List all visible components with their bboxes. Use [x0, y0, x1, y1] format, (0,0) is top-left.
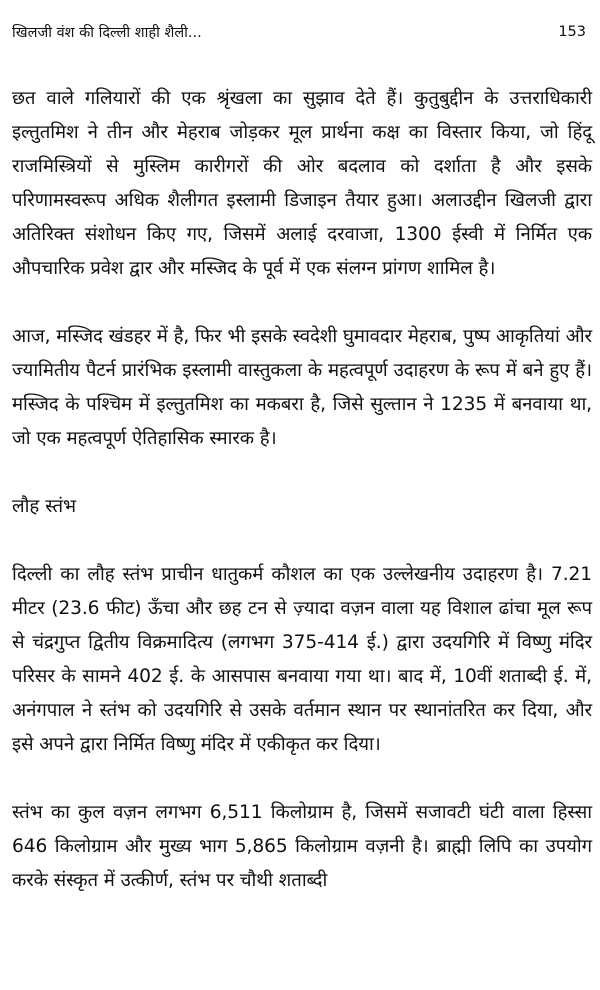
paragraph-iron-pillar-weight: स्तंभ का कुल वज़न लगभग 6,511 किलोग्राम है, जिसमें सजावटी घंटी वाला हिस्सा 646 किलोग्राम और मुख्य भाग 5,865 किलोग्राम वज़नी है। ब्राह्मी लिपि का उपयोग करके संस्कृत में उत्कीर्ण, स्तंभ पर चौथी शताब्दी	[12, 802, 592, 891]
section-heading-iron-pillar: लौह स्तंभ	[12, 496, 77, 517]
paragraph-spacer	[12, 524, 592, 558]
running-header	[12, 20, 586, 44]
paragraph-spacer	[12, 456, 592, 490]
paragraph-alai-darwaza: छत वाले गलियारों की एक श्रृंखला का सुझाव देते हैं। कुतुबुद्दीन के उत्तराधिकारी इल्तुतमिश ने तीन और मेहराब जोड़कर मूल प्रार्थना कक्ष का विस्तार किया, जो हिंदू राजमिस्त्रियों से मुस्लिम कारीगरों की ओर बदलाव को दर्शाता है और इसके परिणामस्वरूप अधिक शैलीगत इस्लामी डिजाइन तैयार हुआ। अलाउद्दीन खिलजी द्वारा अतिरिक्त संशोधन किए गए, जिसमें अलाई दरवाजा, 1300 ईस्वी में निर्मित एक औपचारिक प्रवेश द्वार और मस्जिद के पूर्व में एक संलग्न प्रांगण शामिल है।	[12, 88, 592, 279]
page-body	[12, 82, 592, 898]
paragraph-iron-pillar-history: दिल्ली का लौह स्तंभ प्राचीन धातुकर्म कौशल का एक उल्लेखनीय उदाहरण है। 7.21 मीटर (23.6 फीट) ऊँचा और छह टन से ज़्यादा वज़न वाला यह विशाल ढांचा मूल रूप से चंद्रगुप्त द्वितीय विक्रमादित्य (लगभग 375-414 ई.) द्वारा उदयगिरि में विष्णु मंदिर परिसर के सामने 402 ई. के आसपास बनवाया गया था। बाद में, 10वीं शताब्दी ई. में, अनंगपाल ने स्तंभ को उदयगिरि से उसके वर्तमान स्थान पर स्थानांतरित कर दिया, और इसे अपने द्वारा निर्मित विष्णु मंदिर में एकीकृत कर दिया।	[12, 564, 592, 755]
page-number: 153	[558, 24, 586, 40]
running-title: खिलजी वंश की दिल्ली शाही शैली...	[12, 25, 202, 41]
paragraph-mosque-ruins: आज, मस्जिद खंडहर में है, फिर भी इसके स्वदेशी घुमावदार मेहराब, पुष्प आकृतियां और ज्यामितीय पैटर्न प्रारंभिक इस्लामी वास्तुकला के महत्वपूर्ण उदाहरण के रूप में बने हुए हैं। मस्जिद के पश्चिम में इल्तुतमिश का मकबरा है, जिसे सुल्तान ने 1235 में बनवाया था, जो एक महत्वपूर्ण ऐतिहासिक स्मारक है।	[12, 326, 592, 449]
paragraph-spacer	[12, 762, 592, 796]
paragraph-spacer	[12, 286, 592, 320]
